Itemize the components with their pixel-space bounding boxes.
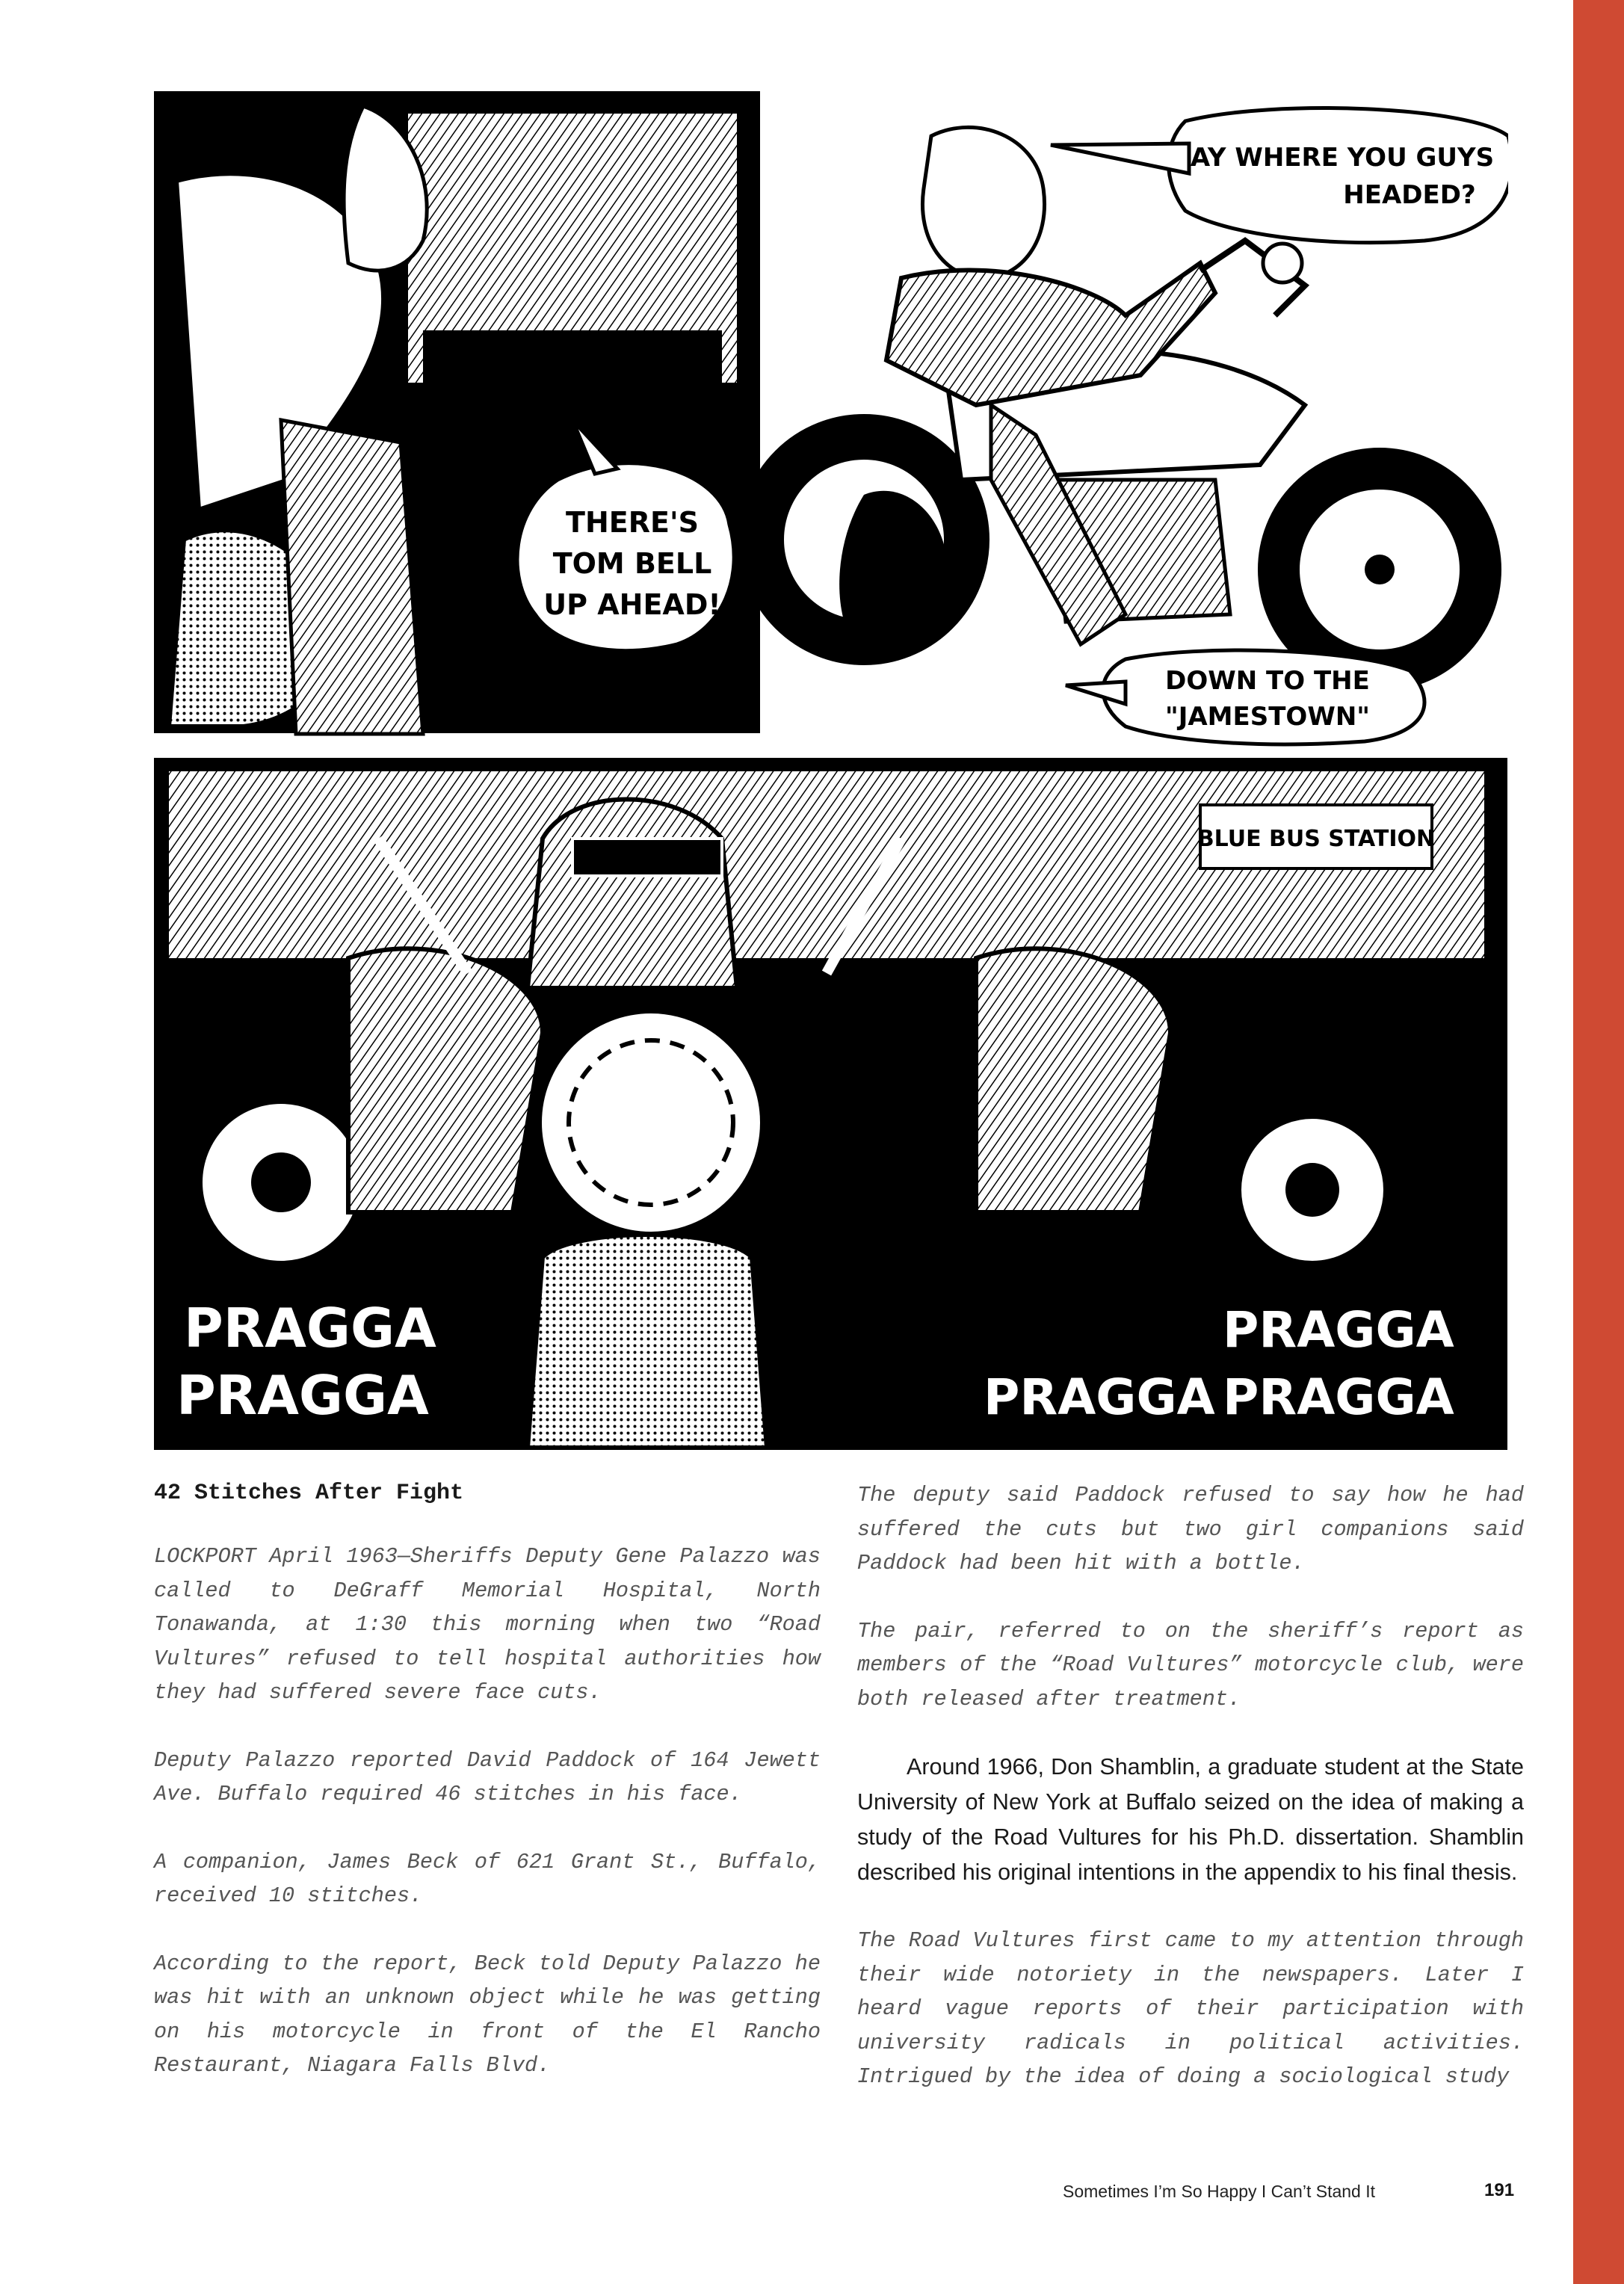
footer-book-title: Sometimes I’m So Happy I Can’t Stand It (1063, 2182, 1376, 2201)
left-column (154, 1478, 821, 2117)
article-paragraph: Deputy Palazzo reported David Paddock of 164 Jewett Ave. Buffalo required 46 stitches in his face. (154, 1747, 821, 1806)
bus-station-sign-text: BLUE BUS STATION (1197, 826, 1436, 852)
quoted-paragraph: The Road Vultures first came to my attention through their wide notoriety in the newspapers. Later I heard vague reports of their participation with university radicals in political activities. Intrigued by the idea of doing a sociological study (857, 1928, 1524, 2089)
panel-1 (155, 93, 794, 734)
panel-1-bubble-line-1: THERE'S (566, 506, 699, 539)
headlight (539, 1010, 763, 1235)
panel-2-top-bubble-line-2: HEADED? (1343, 180, 1476, 210)
right-column (857, 1478, 1524, 2128)
article-paragraph: The deputy said Paddock refused to say how he had suffered the cuts but two girl companions said Paddock had been hit with a bottle. (857, 1483, 1524, 1575)
panel-1-bubble-line-3: UP AHEAD! (543, 588, 721, 621)
comic-illustration (154, 91, 1508, 1450)
sfx-left-line-2: PRAGGA (176, 1364, 429, 1427)
comic-svg (154, 91, 1508, 1450)
article-paragraph: According to the report, Beck told Deputy Palazzo he was hit with an unknown object while he was getting on his motorcycle in front of the El Rancho Restaurant, Niagara Falls Blvd. (154, 1951, 821, 2078)
accent-side-bar (1573, 0, 1624, 2284)
footer-page-number: 191 (1484, 2180, 1515, 2200)
article-headline: 42 Stitches After Fight (154, 1481, 464, 1506)
sfx-left-line-1: PRAGGA (184, 1297, 436, 1359)
body-paragraph: Around 1966, Don Shamblin, a graduate student at the State University of New York at Buffalo seized on the idea of making a study of the Road Vultures for his Ph.D. dissertation. Shamblin described his original intentions in the appendix to his final thesis. (857, 1754, 1524, 1885)
panel-2-top-bubble-line-1: AY WHERE YOU GUYS (1190, 143, 1495, 173)
sfx-right-line-1: PRAGGA (1223, 1301, 1454, 1359)
sfx-right-line-2: PRAGGA (984, 1368, 1215, 1426)
article-paragraph: A companion, James Beck of 621 Grant St., Buffalo, received 10 stitches. (154, 1849, 821, 1908)
sfx-right-line-3: PRAGGA (1223, 1368, 1454, 1426)
panel-2-bottom-bubble-line-2: "JAMESTOWN" (1165, 702, 1370, 732)
panel-1-bubble-line-2: TOM BELL (552, 547, 712, 580)
panel-2-bottom-bubble-line-1: DOWN TO THE (1165, 666, 1370, 696)
article-paragraph: The pair, referred to on the sheriff’s report as members of the “Road Vultures” motorcycle club, were both released after treatment. (857, 1618, 1524, 1712)
article-paragraph: LOCKPORT April 1963—Sheriffs Deputy Gene Palazzo was called to DeGraff Memorial Hospital, North Tonawanda, at 1:30 this morning when two “Road Vultures” refused to tell hospital authorities how they had suffered severe face cuts. (154, 1544, 821, 1705)
